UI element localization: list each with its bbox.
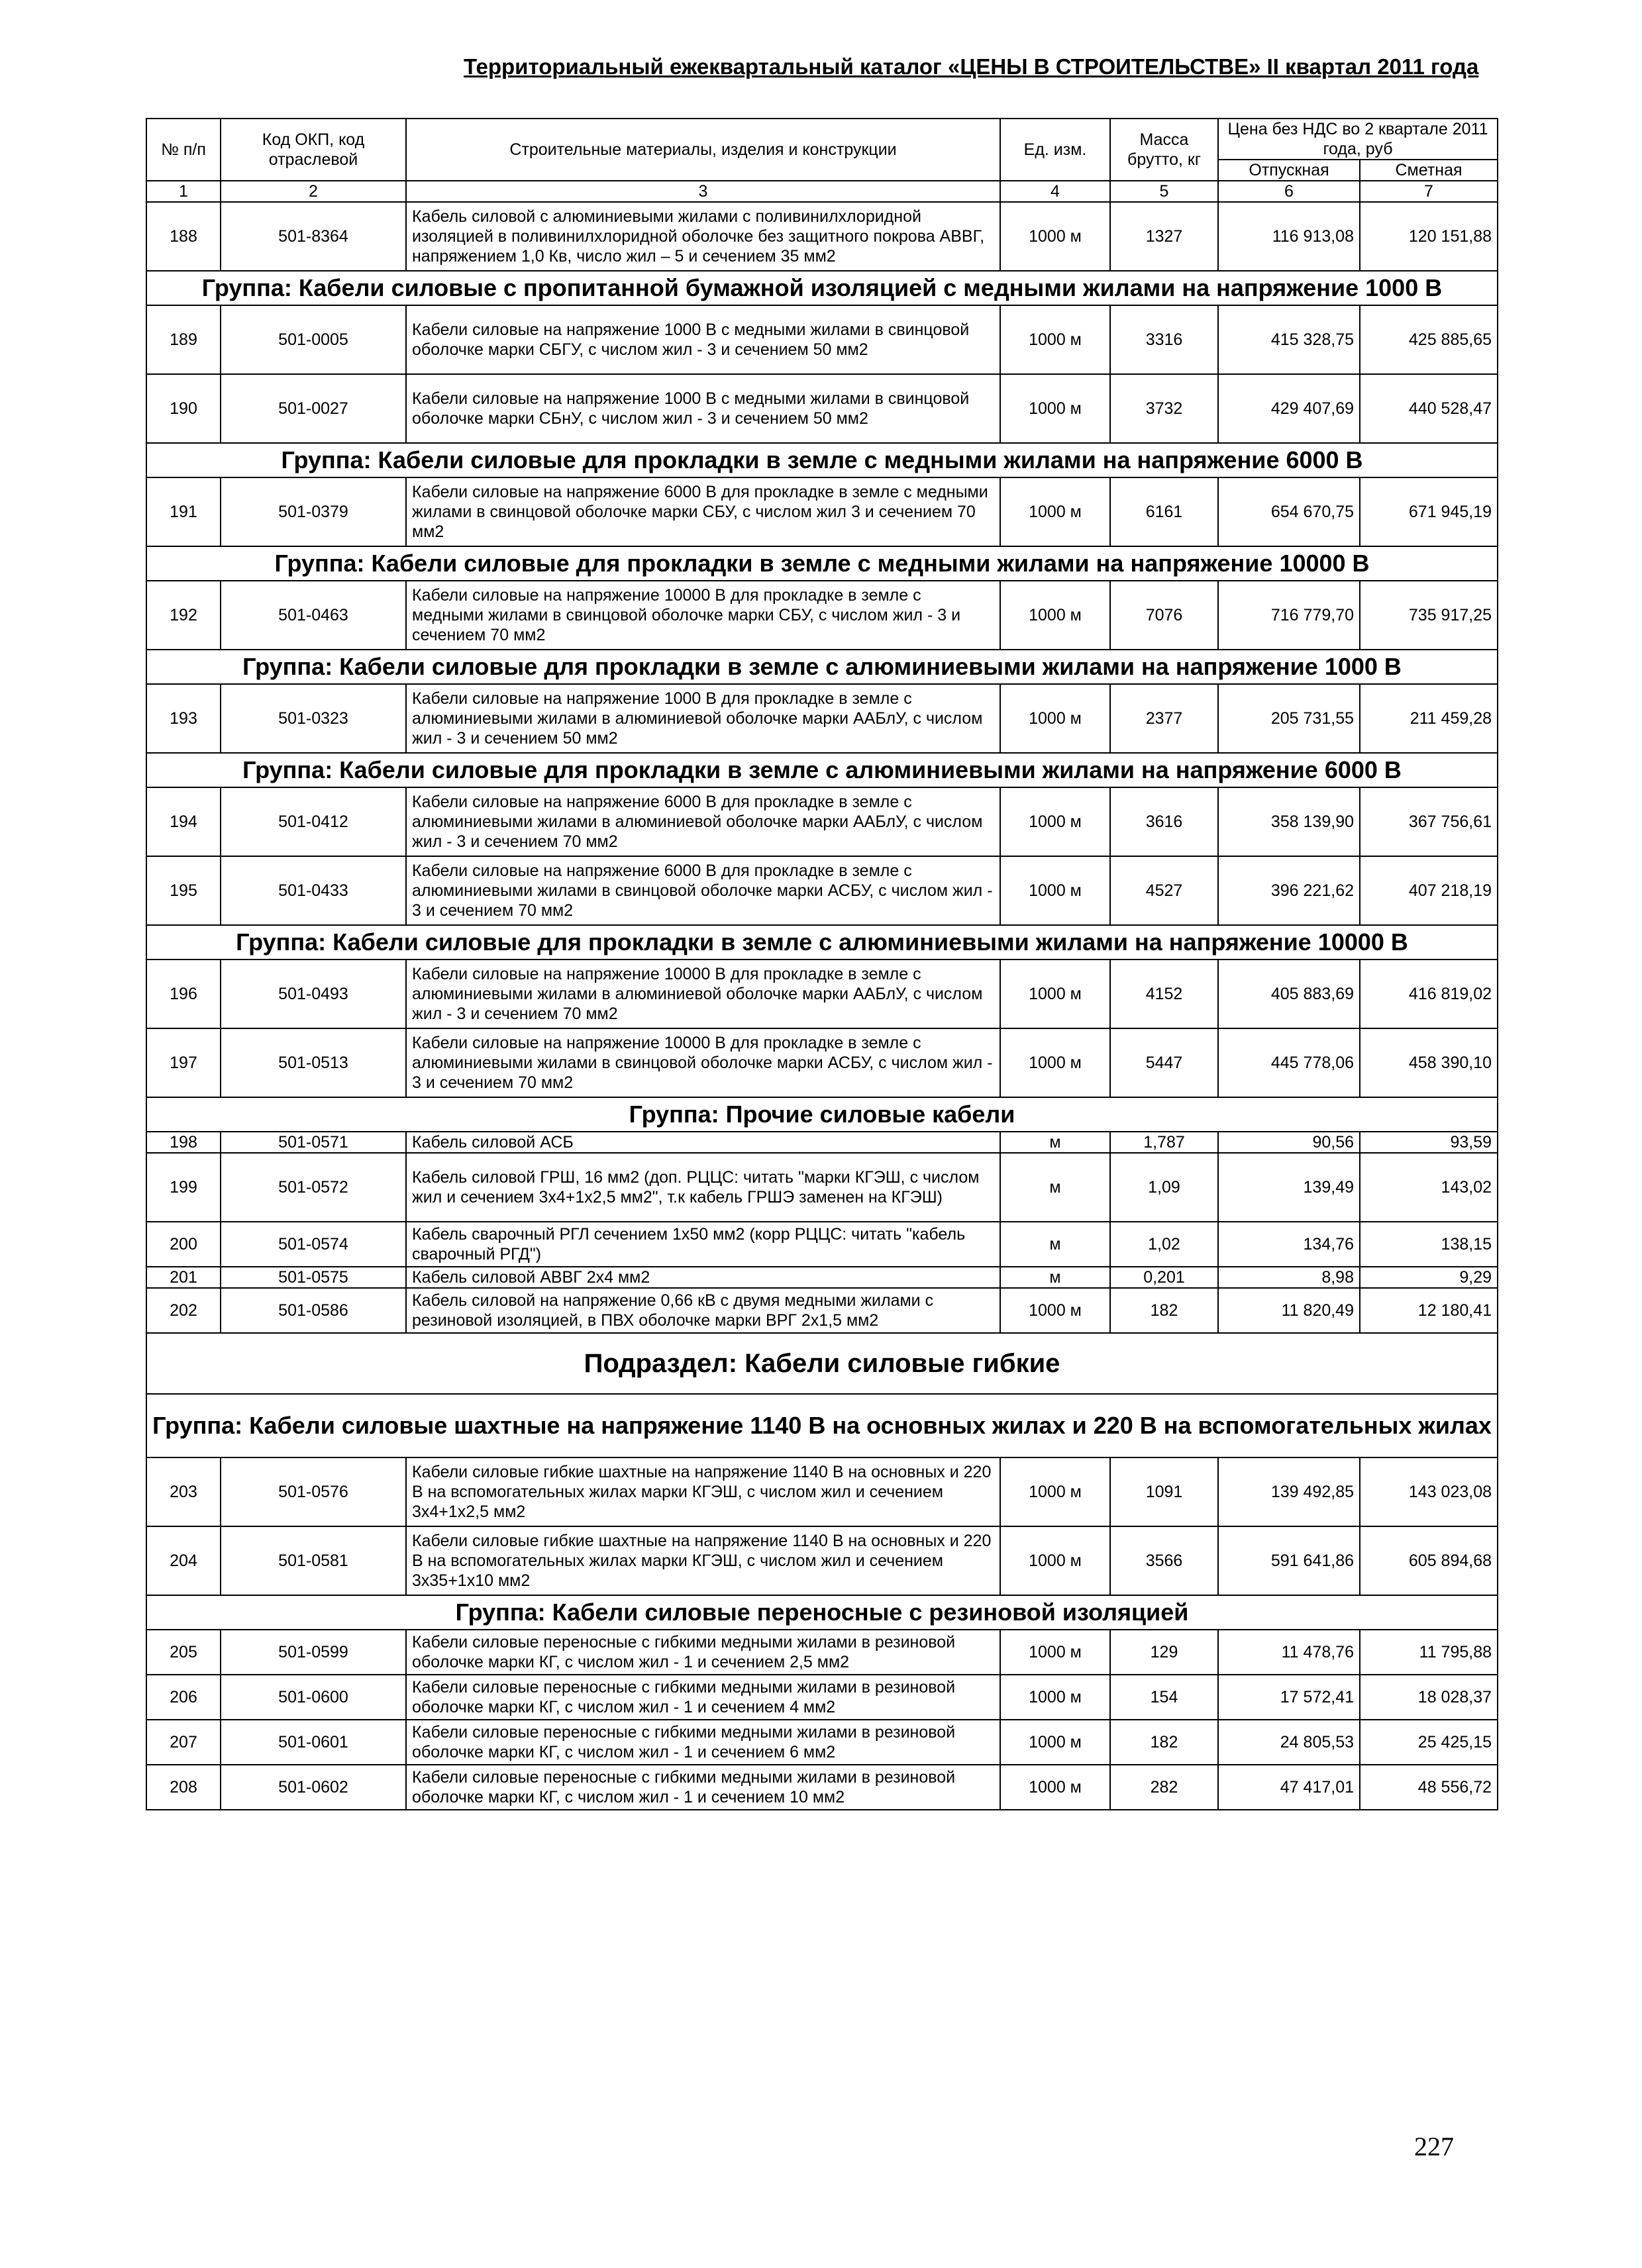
row-code: 501-0027 [221,374,406,443]
row-number: 197 [146,1028,221,1097]
col-header-release: Отпускная [1218,160,1360,181]
table-header-row [146,119,1498,160]
group-row [146,271,1498,305]
row-unit: 1000 м [1000,960,1110,1028]
column-number-row [146,181,1498,202]
row-name: Кабели силовые на напряжение 6000 В для прокладке в земле с алюминиевыми жилами в алюминиевой оболочке марки ААБлУ, с числом жил - 3 и сечением 70 мм2 [406,787,1000,856]
row-mass: 1,09 [1110,1153,1218,1222]
row-code: 501-8364 [221,202,406,271]
table-row [146,477,1498,546]
row-code: 501-0379 [221,477,406,546]
column-number: 2 [221,181,406,202]
row-code: 501-0599 [221,1630,406,1675]
row-release-price: 116 913,08 [1218,202,1360,271]
row-number: 192 [146,581,221,650]
row-mass: 6161 [1110,477,1218,546]
row-release-price: 47 417,01 [1218,1765,1360,1810]
col-header-code: Код ОКП, код отраслевой [221,119,406,181]
row-mass: 0,201 [1110,1267,1218,1288]
row-code: 501-0463 [221,581,406,650]
row-release-price: 445 778,06 [1218,1028,1360,1097]
row-mass: 182 [1110,1720,1218,1765]
row-number: 198 [146,1132,221,1153]
row-code: 501-0433 [221,856,406,925]
row-unit: 1000 м [1000,856,1110,925]
table-row [146,1630,1498,1675]
row-number: 193 [146,684,221,753]
row-mass: 7076 [1110,581,1218,650]
row-mass: 282 [1110,1765,1218,1810]
row-code: 501-0600 [221,1675,406,1720]
group-title: Группа: Прочие силовые кабели [146,1097,1498,1132]
row-estimate-price: 367 756,61 [1360,787,1498,856]
row-unit: 1000 м [1000,1526,1110,1595]
group-row [146,546,1498,581]
col-header-price: Цена без НДС во 2 квартале 2011 года, руб [1218,119,1498,160]
row-name: Кабели силовые переносные с гибкими медными жилами в резиновой оболочке марки КГ, с числом жил - 1 и сечением 2,5 мм2 [406,1630,1000,1675]
row-number: 195 [146,856,221,925]
row-mass: 154 [1110,1675,1218,1720]
row-mass: 1091 [1110,1457,1218,1526]
column-number: 4 [1000,181,1110,202]
group-title: Группа: Кабели силовые для прокладки в земле с алюминиевыми жилами на напряжение 10000 В [146,925,1498,960]
row-estimate-price: 138,15 [1360,1222,1498,1267]
column-number: 5 [1110,181,1218,202]
row-release-price: 11 820,49 [1218,1288,1360,1333]
row-code: 501-0572 [221,1153,406,1222]
row-estimate-price: 671 945,19 [1360,477,1498,546]
row-name: Кабели силовые на напряжение 6000 В для прокладке в земле с алюминиевыми жилами в свинцовой оболочке марки АСБУ, с числом жил - 3 и сечением 70 мм2 [406,856,1000,925]
table-row [146,1288,1498,1333]
table-row [146,1222,1498,1267]
row-release-price: 90,56 [1218,1132,1360,1153]
row-number: 199 [146,1153,221,1222]
group-title: Группа: Кабели силовые для прокладки в земле с медными жилами на напряжение 10000 В [146,546,1498,581]
row-number: 196 [146,960,221,1028]
row-estimate-price: 18 028,37 [1360,1675,1498,1720]
table-row [146,1132,1498,1153]
row-code: 501-0412 [221,787,406,856]
row-unit: м [1000,1222,1110,1267]
row-release-price: 654 670,75 [1218,477,1360,546]
row-release-price: 24 805,53 [1218,1720,1360,1765]
table-row [146,1153,1498,1222]
table-row [146,856,1498,925]
col-header-num: № п/п [146,119,221,181]
group-row [146,650,1498,684]
row-mass: 3566 [1110,1526,1218,1595]
row-code: 501-0601 [221,1720,406,1765]
row-release-price: 716 779,70 [1218,581,1360,650]
column-number: 6 [1218,181,1360,202]
row-unit: 1000 м [1000,305,1110,374]
column-number: 7 [1360,181,1498,202]
group-title: Группа: Кабели силовые для прокладки в земле с алюминиевыми жилами на напряжение 6000 В [146,753,1498,787]
row-mass: 182 [1110,1288,1218,1333]
table-row [146,1457,1498,1526]
table-row [146,1526,1498,1595]
row-name: Кабель силовой ГРШ, 16 мм2 (доп. РЦЦС: читать "марки КГЭШ, с числом жил и сечением 3х4+1х2,5 мм2", т.к кабель ГРШЭ заменен на КГЭШ) [406,1153,1000,1222]
table-row [146,787,1498,856]
group-row [146,753,1498,787]
row-number: 191 [146,477,221,546]
group-row [146,443,1498,477]
row-estimate-price: 425 885,65 [1360,305,1498,374]
row-mass: 4527 [1110,856,1218,925]
row-mass: 1327 [1110,202,1218,271]
row-release-price: 139 492,85 [1218,1457,1360,1526]
group-title: Группа: Кабели силовые для прокладки в земле с алюминиевыми жилами на напряжение 1000 В [146,650,1498,684]
row-estimate-price: 48 556,72 [1360,1765,1498,1810]
row-number: 189 [146,305,221,374]
row-name: Кабели силовые на напряжение 10000 В для прокладке в земле с алюминиевыми жилами в алюминиевой оболочке марки ААБлУ, с числом жил - 3 и сечением 70 мм2 [406,960,1000,1028]
row-code: 501-0323 [221,684,406,753]
row-code: 501-0574 [221,1222,406,1267]
row-code: 501-0586 [221,1288,406,1333]
row-unit: 1000 м [1000,581,1110,650]
row-mass: 129 [1110,1630,1218,1675]
row-release-price: 134,76 [1218,1222,1360,1267]
row-estimate-price: 93,59 [1360,1132,1498,1153]
table-row [146,1720,1498,1765]
row-unit: 1000 м [1000,1457,1110,1526]
group-row [146,1595,1498,1630]
row-estimate-price: 25 425,15 [1360,1720,1498,1765]
row-name: Кабель силовой АСБ [406,1132,1000,1153]
row-release-price: 139,49 [1218,1153,1360,1222]
subsection-row [146,1333,1498,1394]
row-number: 201 [146,1267,221,1288]
row-estimate-price: 605 894,68 [1360,1526,1498,1595]
row-release-price: 8,98 [1218,1267,1360,1288]
price-table [146,118,1498,1810]
row-name: Кабель силовой с алюминиевыми жилами с поливинилхлоридной изоляцией в поливинилхлоридной оболочке без защитного покрова АВВГ, напряжением 1,0 Кв, число жил – 5 и сечением 35 мм2 [406,202,1000,271]
row-estimate-price: 458 390,10 [1360,1028,1498,1097]
row-name: Кабели силовые на напряжение 1000 В для прокладке в земле с алюминиевыми жилами в алюминиевой оболочке марки ААБлУ, с числом жил - 3 и сечением 50 мм2 [406,684,1000,753]
row-name: Кабели силовые гибкие шахтные на напряжение 1140 В на основных и 220 В на вспомогательных жилах марки КГЭШ, с числом жил и сечением 3х35+1х10 мм2 [406,1526,1000,1595]
row-estimate-price: 440 528,47 [1360,374,1498,443]
row-unit: 1000 м [1000,374,1110,443]
group-title: Группа: Кабели силовые с пропитанной бумажной изоляцией с медными жилами на напряжение 1000 В [146,271,1498,305]
table-row [146,581,1498,650]
row-number: 205 [146,1630,221,1675]
row-name: Кабель силовой АВВГ 2х4 мм2 [406,1267,1000,1288]
row-mass: 3316 [1110,305,1218,374]
row-unit: 1000 м [1000,1720,1110,1765]
row-estimate-price: 211 459,28 [1360,684,1498,753]
column-number: 1 [146,181,221,202]
row-estimate-price: 9,29 [1360,1267,1498,1288]
row-release-price: 405 883,69 [1218,960,1360,1028]
row-name: Кабель сварочный РГЛ сечением 1х50 мм2 (корр РЦЦС: читать "кабель сварочный РГД") [406,1222,1000,1267]
row-unit: 1000 м [1000,202,1110,271]
row-unit: 1000 м [1000,684,1110,753]
row-number: 188 [146,202,221,271]
row-mass: 4152 [1110,960,1218,1028]
row-number: 204 [146,1526,221,1595]
col-header-unit: Ед. изм. [1000,119,1110,181]
row-release-price: 396 221,62 [1218,856,1360,925]
row-name: Кабели силовые переносные с гибкими медными жилами в резиновой оболочке марки КГ, с числом жил - 1 и сечением 6 мм2 [406,1720,1000,1765]
page-header: Территориальный ежеквартальный каталог «ЦЕНЫ В СТРОИТЕЛЬСТВЕ» II квартал 2011 года [464,54,1479,79]
row-number: 208 [146,1765,221,1810]
row-number: 203 [146,1457,221,1526]
group-title: Группа: Кабели силовые шахтные на напряжение 1140 В на основных жилах и 220 В на вспомогательных жилах [146,1394,1498,1457]
row-unit: 1000 м [1000,477,1110,546]
table-body [146,119,1498,1810]
table-row [146,1675,1498,1720]
row-release-price: 11 478,76 [1218,1630,1360,1675]
row-unit: 1000 м [1000,1028,1110,1097]
row-release-price: 429 407,69 [1218,374,1360,443]
group-row [146,1394,1498,1457]
row-unit: м [1000,1267,1110,1288]
col-header-mass: Масса брутто, кг [1110,119,1218,181]
page-number: 227 [1414,2132,1454,2161]
row-release-price: 205 731,55 [1218,684,1360,753]
row-estimate-price: 735 917,25 [1360,581,1498,650]
row-name: Кабели силовые гибкие шахтные на напряжение 1140 В на основных и 220 В на вспомогательных жилах марки КГЭШ, с числом жил и сечением 3х4+1х2,5 мм2 [406,1457,1000,1526]
group-row [146,1097,1498,1132]
table-row [146,305,1498,374]
row-estimate-price: 407 218,19 [1360,856,1498,925]
table-row [146,684,1498,753]
row-mass: 1,02 [1110,1222,1218,1267]
row-release-price: 591 641,86 [1218,1526,1360,1595]
row-estimate-price: 143 023,08 [1360,1457,1498,1526]
row-unit: 1000 м [1000,1675,1110,1720]
row-code: 501-0602 [221,1765,406,1810]
row-number: 207 [146,1720,221,1765]
table-row [146,374,1498,443]
table-row [146,1765,1498,1810]
row-estimate-price: 416 819,02 [1360,960,1498,1028]
row-release-price: 358 139,90 [1218,787,1360,856]
row-number: 202 [146,1288,221,1333]
row-mass: 5447 [1110,1028,1218,1097]
row-number: 190 [146,374,221,443]
row-estimate-price: 11 795,88 [1360,1630,1498,1675]
subsection-title: Подраздел: Кабели силовые гибкие [146,1333,1498,1394]
row-mass: 2377 [1110,684,1218,753]
row-unit: 1000 м [1000,1765,1110,1810]
group-row [146,925,1498,960]
row-name: Кабель силовой на напряжение 0,66 кВ с двумя медными жилами с резиновой изоляцией, в ПВХ оболочке марки ВРГ 2х1,5 мм2 [406,1288,1000,1333]
row-name: Кабели силовые переносные с гибкими медными жилами в резиновой оболочке марки КГ, с числом жил - 1 и сечением 10 мм2 [406,1765,1000,1810]
table-row [146,1267,1498,1288]
row-code: 501-0581 [221,1526,406,1595]
row-name: Кабели силовые на напряжение 6000 В для прокладке в земле с медными жилами в свинцовой оболочке марки СБУ, с числом жил 3 и сечением 70 мм2 [406,477,1000,546]
row-number: 200 [146,1222,221,1267]
row-mass: 3732 [1110,374,1218,443]
row-code: 501-0575 [221,1267,406,1288]
table-row [146,960,1498,1028]
col-header-name: Строительные материалы, изделия и конструкции [406,119,1000,181]
row-unit: м [1000,1153,1110,1222]
row-unit: 1000 м [1000,787,1110,856]
row-name: Кабели силовые на напряжение 10000 В для прокладке в земле с медными жилами в свинцовой оболочке марки СБУ, с числом жил - 3 и сечением 70 мм2 [406,581,1000,650]
row-mass: 3616 [1110,787,1218,856]
row-unit: 1000 м [1000,1288,1110,1333]
table-row [146,1028,1498,1097]
group-title: Группа: Кабели силовые переносные с резиновой изоляцией [146,1595,1498,1630]
row-name: Кабели силовые на напряжение 10000 В для прокладке в земле с алюминиевыми жилами в свинцовой оболочке марки АСБУ, с числом жил - 3 и сечением 70 мм2 [406,1028,1000,1097]
row-release-price: 17 572,41 [1218,1675,1360,1720]
row-estimate-price: 143,02 [1360,1153,1498,1222]
row-name: Кабели силовые переносные с гибкими медными жилами в резиновой оболочке марки КГ, с числом жил - 1 и сечением 4 мм2 [406,1675,1000,1720]
table-row [146,202,1498,271]
row-code: 501-0005 [221,305,406,374]
row-unit: м [1000,1132,1110,1153]
row-code: 501-0576 [221,1457,406,1526]
row-number: 206 [146,1675,221,1720]
row-number: 194 [146,787,221,856]
row-name: Кабели силовые на напряжение 1000 В с медными жилами в свинцовой оболочке марки СБнУ, с числом жил - 3 и сечением 50 мм2 [406,374,1000,443]
row-code: 501-0493 [221,960,406,1028]
group-title: Группа: Кабели силовые для прокладки в земле с медными жилами на напряжение 6000 В [146,443,1498,477]
row-estimate-price: 120 151,88 [1360,202,1498,271]
row-name: Кабели силовые на напряжение 1000 В с медными жилами в свинцовой оболочке марки СБГУ, с числом жил - 3 и сечением 50 мм2 [406,305,1000,374]
col-header-estimate: Сметная [1360,160,1498,181]
row-mass: 1,787 [1110,1132,1218,1153]
row-unit: 1000 м [1000,1630,1110,1675]
row-code: 501-0513 [221,1028,406,1097]
row-code: 501-0571 [221,1132,406,1153]
row-estimate-price: 12 180,41 [1360,1288,1498,1333]
row-release-price: 415 328,75 [1218,305,1360,374]
column-number: 3 [406,181,1000,202]
